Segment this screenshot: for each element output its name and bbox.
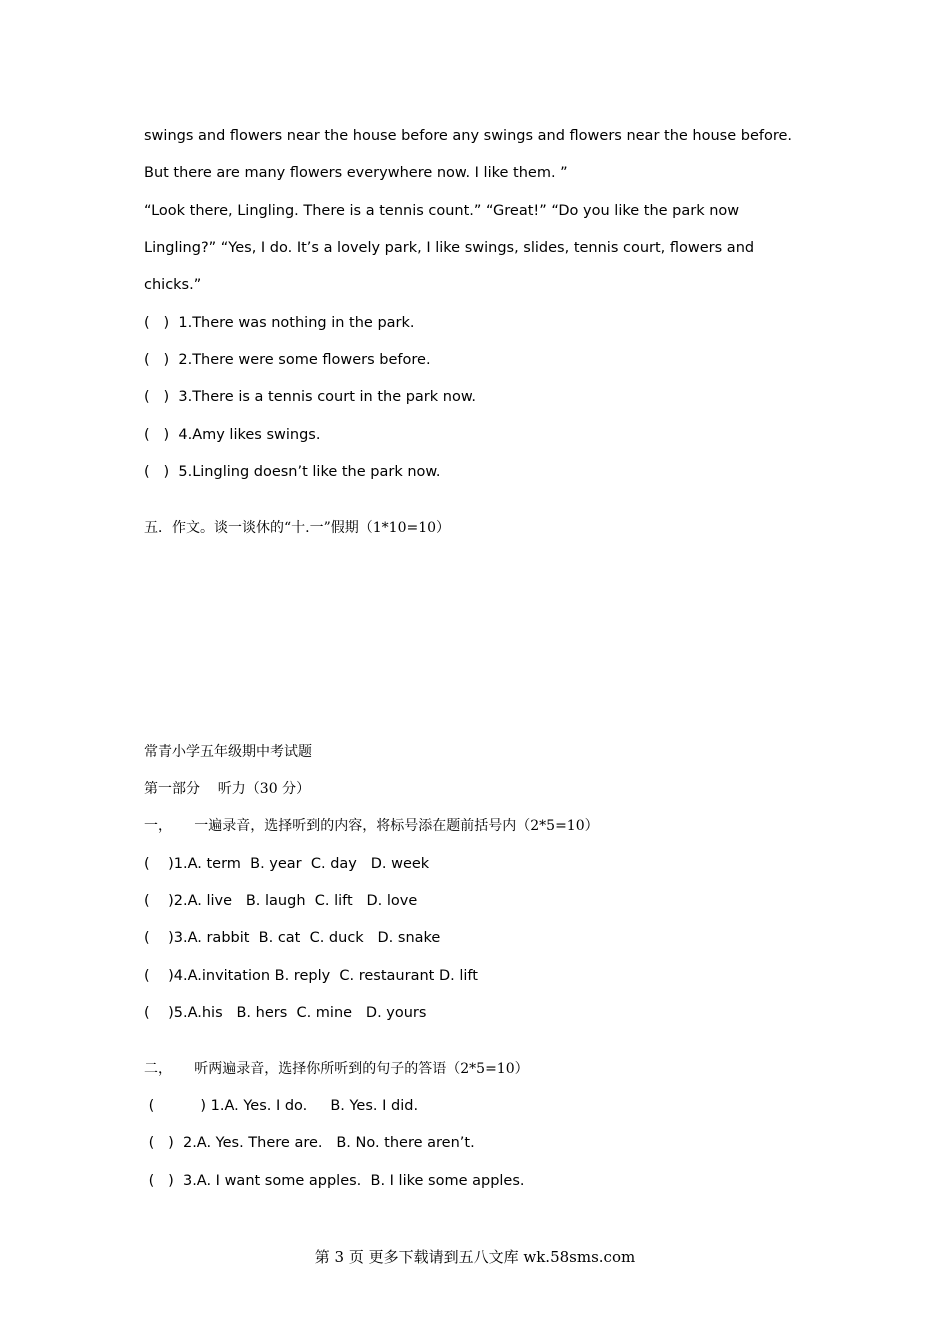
page-footer: 第 3 页 更多下载请到五八文库 wk.58sms.com — [314, 1248, 636, 1266]
passage-line: chicks.” — [144, 277, 202, 293]
listening-item: ( )5.A.his B. hers C. mine D. yours — [144, 1005, 427, 1021]
passage-line: swings and flowers near the house before any swings and flowers near the house before. — [144, 128, 793, 144]
section-two-heading: 二， 听两遍录音，选择你所听到的句子的答语（2*5=10） — [144, 1061, 529, 1077]
passage-line: Lingling?” “Yes, I do. It’s a lovely park, I like swings, slides, tennis court, flowers and — [144, 240, 755, 256]
judge-item: ( ) 5.Lingling doesn’t like the park now. — [144, 464, 441, 480]
listening-item: ( )2.A. live B. laugh C. lift D. love — [144, 893, 418, 909]
response-item: ( ) 1.A. Yes. I do. B. Yes. I did. — [144, 1098, 419, 1114]
judge-item: ( ) 1.There was nothing in the park. — [144, 315, 415, 331]
response-item: ( ) 2.A. Yes. There are. B. No. there aren’t. — [144, 1135, 475, 1151]
listening-item: ( )1.A. term B. year C. day D. week — [144, 856, 430, 872]
passage-line: “Look there, Lingling. There is a tennis count.” “Great!” “Do you like the park now — [144, 203, 740, 219]
judge-item: ( ) 4.Amy likes swings. — [144, 427, 321, 443]
part-one-heading: 第一部分 听力（30 分） — [144, 781, 311, 797]
judge-item: ( ) 2.There were some flowers before. — [144, 352, 431, 368]
judge-item: ( ) 3.There is a tennis court in the park now. — [144, 389, 476, 405]
listening-item: ( )3.A. rabbit B. cat C. duck D. snake — [144, 930, 441, 946]
listening-item: ( )4.A.invitation B. reply C. restaurant D. lift — [144, 968, 478, 984]
response-item: ( ) 3.A. I want some apples. B. I like some apples. — [144, 1173, 525, 1189]
composition-heading: 五．作文。谈一谈休的“十.一”假期（1*10=10） — [144, 520, 451, 536]
section-one-heading: 一， 一遍录音，选择听到的内容，将标号添在题前括号内（2*5=10） — [144, 818, 599, 834]
exam-title: 常青小学五年级期中考试题 — [144, 744, 312, 760]
passage-line: But there are many flowers everywhere now. I like them. ” — [144, 165, 568, 181]
